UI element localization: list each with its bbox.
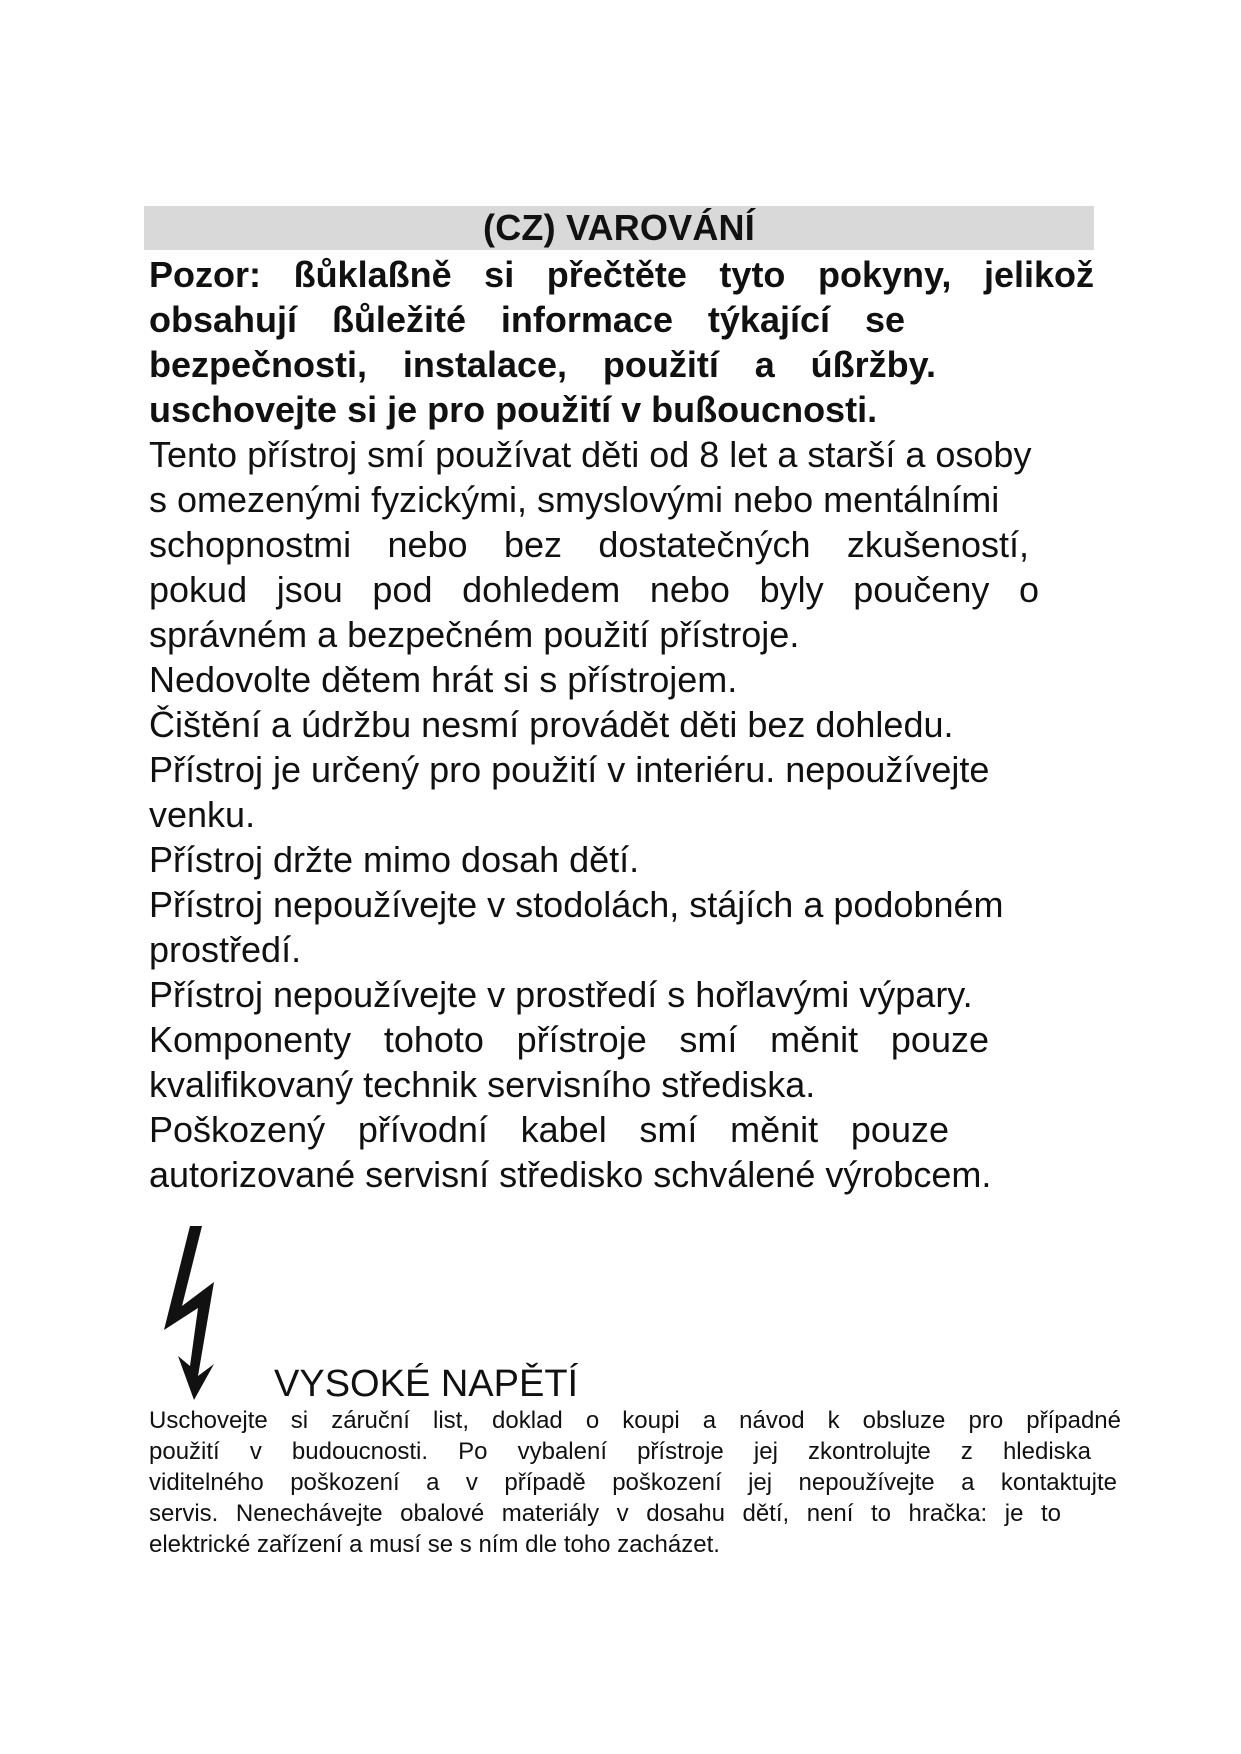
instruction-line: Komponenty tohoto přístroje smí měnit pouze [149,1019,989,1060]
instruction-line: Čištění a údržbu nesmí provádět děti bez dohledu. [149,704,954,745]
warning-line: Pozor: ßůklaßně si přečtěte tyto pokyny, jelikož [149,254,1094,295]
warning-line: bezpečnosti, instalace, použití a úßržby. [149,344,936,385]
instruction-line: Tento přístroj smí používat děti od 8 let a starší a osoby [149,434,1032,475]
instruction-line: správném a bezpečném použití přístroje. [149,614,800,655]
notice-line: viditelného poškození a v případě poškození jej nepoužívejte a kontaktujte [149,1469,1117,1496]
instruction-line: prostředí. [149,929,302,970]
high-voltage-title: VYSOKÉ NAPĚTÍ [274,1363,579,1405]
instruction-line: venku. [149,794,256,835]
warning-line: uschovejte si je pro použití v bußoucnosti. [149,389,878,430]
instruction-line: s omezenými fyzickými, smyslovými nebo mentálními [149,479,1000,520]
page-title: (CZ) VAROVÁNÍ [483,207,755,248]
instruction-line: autorizované servisní středisko schválené výrobcem. [149,1154,992,1195]
warning-section [149,252,1119,1197]
warning-line: obsahují ßůležité informace týkající se [149,299,905,340]
notice-line: použití v budoucnosti. Po vybalení přístroje jej zkontrolujte z hlediska [149,1438,1091,1465]
lightning-bolt-icon [158,1226,238,1400]
instruction-line: schopnostmi nebo bez dostatečných zkušeností, [149,524,1029,565]
instruction-line: Poškozený přívodní kabel smí měnit pouze [149,1109,949,1150]
notice-line: Uschovejte si záruční list, doklad o koupi a návod k obsluze pro případné [149,1407,1121,1434]
instruction-line: Přístroj nepoužívejte v prostředí s hořlavými výpary. [149,974,973,1015]
instruction-line: Přístroj je určený pro použití v interiéru. nepoužívejte [149,749,990,790]
instruction-line: Přístroj nepoužívejte v stodolách, stájích a podobném [149,884,1004,925]
instruction-line: Přístroj držte mimo dosah dětí. [149,839,640,880]
instruction-line: pokud jsou pod dohledem nebo byly poučeny o [149,569,1039,610]
notice-section [149,1405,1123,1560]
instruction-line: kvalifikovaný technik servisního střediska. [149,1064,816,1105]
notice-line: elektrické zařízení a musí se s ním dle toho zacházet. [149,1531,720,1558]
notice-line: servis. Nenechávejte obalové materiály v dosahu dětí, není to hračka: je to [149,1500,1061,1527]
instruction-line: Nedovolte dětem hrát si s přístrojem. [149,659,738,700]
